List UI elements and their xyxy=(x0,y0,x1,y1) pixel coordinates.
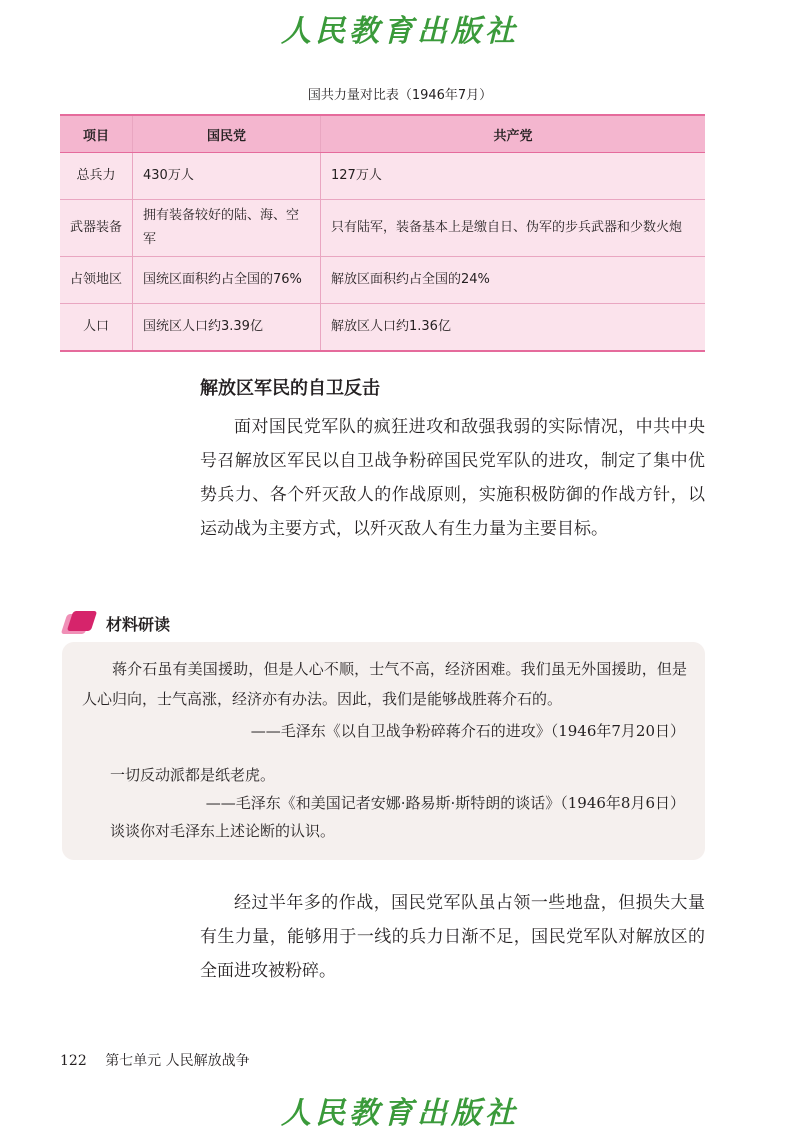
unit-label: 第七单元 xyxy=(105,1053,162,1069)
paragraph-text: 经过半年多的作战，国民党军队虽占领一些地盘，但损失大量有生力量，能够用于一线的兵力日渐不足，国民党军队对解放区的全面进攻被粉碎。 xyxy=(200,893,705,981)
row-label: 武器装备 xyxy=(60,200,133,257)
row-label: 人口 xyxy=(60,304,133,352)
table-row xyxy=(60,200,705,257)
paragraph-text: 面对国民党军队的疯狂进攻和敌强我弱的实际情况，中共中央号召解放区军民以自卫战争粉碎国民党军队的进攻，制定了集中优势兵力、各个歼灭敌人的作战原则，实施积极防御的作战方针，以运动战为主要方式，以歼灭敌人有生力量为主要目标。 xyxy=(200,417,705,539)
table-row xyxy=(60,257,705,304)
quote-2-source: ——毛泽东《和美国记者安娜·路易斯·斯特朗的谈话》（1946年8月6日） xyxy=(205,794,685,812)
cpc-cell: 127万人 xyxy=(321,153,706,200)
kmt-cell: 国统区人口约3.39亿 xyxy=(133,304,321,352)
material-reading-title: 材料研读 xyxy=(106,614,171,634)
publisher-watermark-top: 人民教育出版社 xyxy=(281,14,519,49)
material-reading-header xyxy=(62,610,170,636)
section-heading: 解放区军民的自卫反击 xyxy=(200,378,380,399)
header-kmt: 国民党 xyxy=(133,115,321,153)
quote-1: 蒋介石虽有美国援助，但是人心不顺，士气不高，经济困难。我们虽无外国援助，但是人心归向，士气高涨，经济亦有办法。因此，我们是能够战胜蒋介石的。 xyxy=(82,660,687,708)
table-header-row xyxy=(60,115,705,153)
publisher-watermark-bottom: 人民教育出版社 xyxy=(281,1096,519,1131)
page-number: 122 xyxy=(60,1053,87,1069)
kmt-cell: 拥有装备较好的陆、海、空军 xyxy=(133,200,321,257)
cpc-cell: 解放区人口约1.36亿 xyxy=(321,304,706,352)
kmt-cell: 国统区面积约占全国的76% xyxy=(133,257,321,304)
cpc-cell: 解放区面积约占全国的24% xyxy=(321,257,706,304)
cpc-cell: 只有陆军，装备基本上是缴自日、伪军的步兵武器和少数火炮 xyxy=(321,200,706,257)
table-row xyxy=(60,153,705,200)
material-reading-box xyxy=(62,642,705,860)
table-title: 国共力量对比表（1946年7月） xyxy=(307,88,493,103)
book-icon xyxy=(62,610,96,636)
discussion-question: 谈谈你对毛泽东上述论断的认识。 xyxy=(110,822,336,840)
header-cpc: 共产党 xyxy=(321,115,706,153)
page-footer xyxy=(60,1050,250,1070)
unit-title: 人民解放战争 xyxy=(165,1053,250,1069)
comparison-table xyxy=(60,114,705,352)
row-label: 占领地区 xyxy=(60,257,133,304)
body-paragraph-1 xyxy=(200,410,705,546)
quote-1-source: ——毛泽东《以自卫战争粉碎蒋介石的进攻》（1946年7月20日） xyxy=(250,722,685,740)
body-paragraph-2 xyxy=(200,886,705,988)
kmt-cell: 430万人 xyxy=(133,153,321,200)
row-label: 总兵力 xyxy=(60,153,133,200)
header-item: 项目 xyxy=(60,115,133,153)
quote-2: 一切反动派都是纸老虎。 xyxy=(110,766,276,784)
table-row xyxy=(60,304,705,352)
